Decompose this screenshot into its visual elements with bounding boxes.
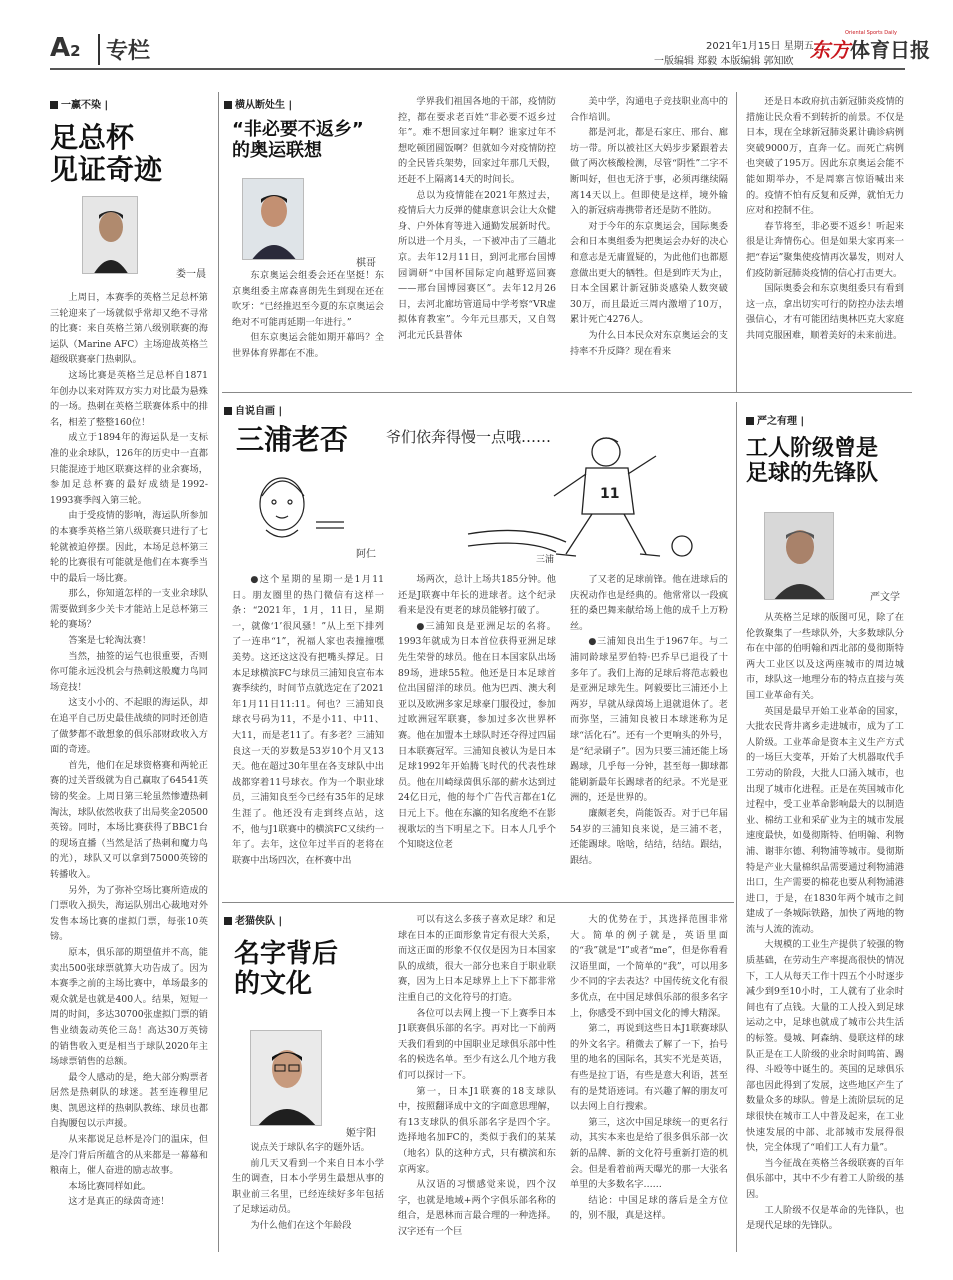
paragraph: 场两次，总计上场共185分钟。他还是J联赛中年长的进球者。这个纪录看来是没有更老的球员能够打破了。 xyxy=(398,574,556,617)
article-body-continued xyxy=(570,912,728,1252)
paragraph: ●这个星期的星期一是1月11日。朋友圈里的热门微信有这样一条：“2021年，1月，11日，星期一，就像‘1’很风骚！”从上至下排列了一连串“1”，祝福人家也表撞撞嘿美势。这还这这没有把嘴头撑足。日本足球横滨FC与球员三浦知良宣布本赛季续约，时间节点就选定在了2021年1月11日11:11。何也？三浦知良球衣号码为11，不是小11、中11、大11，而是老11了。有多老？三浦知良这一天的岁数是53岁10个月又13天。他在超过30年里在各支球队中出战都穿着11号球衣。作为一个职业球员，三浦知良至今已经有35年的足球生涯了。他还没有走到终点站，这不，他与J1联赛中的横滨FC又续约一年了。去年，这位年过半百的老将在联赛中出场四次，在杯赛中出 xyxy=(232,574,384,866)
paragraph: 本场比赛同样如此。 xyxy=(68,1180,152,1192)
article-title: 三浦老否 xyxy=(236,423,349,456)
article-body-continued xyxy=(398,94,556,386)
paragraph: 这才是真正的绿茵奇迹！ xyxy=(68,1196,170,1208)
paragraph: 可以有这么多孩子喜欢足球？和足球在日本的正面形象肯定有很大关系，而这正面的形象不仅仅是因为日本国家队的成绩，很大一部分也来自于职业联赛，因为上日本足球界上上下下都非常注重自己的文化符号的打造。 xyxy=(398,914,556,1003)
paragraph: 美中学，沟通电子竞技职业高中的合作培训。 xyxy=(570,96,728,123)
article-title: “非必要不返乡” 的奥运联想 xyxy=(232,119,364,161)
paragraph: 结论：中国足球的落后是全方位的，别不服，真是这样。 xyxy=(570,1194,728,1222)
paragraph: 了又老的足球前锋。他在进球后的庆祝动作也是经典的。他常常以一段疯狂的桑巴舞来献给场上他的成千上万粉丝。 xyxy=(570,574,728,632)
paragraph: ●三浦知良是亚洲足坛的名将。1993年就成为日本首位获得亚洲足球先生荣誉的球员。他在日本国家队出场89场，进球55粒。他还是日本足球首位出国留洋的球员。他为巴西、澳大利亚以及欧洲多家足球豪门服役过，参加过欧洲冠军联赛，参加过多次世界杯赛。他在加盟本土球队时还夺得过四届日本联赛冠军。三浦知良被认为是日本足球1992年开始腾飞时代的代表性球员。他在川崎绿茵俱乐部的薪水达到过24亿日元，他的每个广告代言都在1亿日元上下。他在东瀛的知名度绝不在影视歌坛的当下明星之下。日本人几乎个个知晓这位老 xyxy=(398,620,556,851)
author-name: 严文学 xyxy=(870,592,900,603)
paragraph: 总以为疫情能在2021年熬过去，疫情后大力反弹的健康意识会让大众健身、户外体育等进入通勤发展新时代。所以进一个月头，一下被冲击了三趟北京。去年12月11日，到河北邢台国博园调研“中国杯国际定向越野巡回赛——邢台国博园赛区”。去年12月26日，去河北廊坊管道局中学考察“VR虚拟体育教室”。今年元旦那天，又自驾河北元氏县普体 xyxy=(398,189,556,341)
paragraph: 说点关于球队名字的题外话。 xyxy=(250,1142,370,1153)
paragraph: 前几天又看到一个来自日本小学生的调查，日本小学男生最想从事的职业前三名里，已经连续好多年包括了足球运动员。 xyxy=(232,1157,384,1216)
cartoon-shirt-number: 11 xyxy=(600,486,620,502)
paragraph: ●三浦知良出生于1967年。与二浦同龄球星罗伯特·巴乔早已退役了十多年了。我们上海的足球后将范志毅也是亚洲足球先生。阿毅要比三浦还小上两岁，早就从绿茵场上退就退休了。老而弥坚，三浦知良被日本球迷称为足球“活化石”。还有一个更响头的外号，是“纪录刷子”。因为只要三浦还能上场踢球，几乎每一分钟，甚至每一脚球都能刷新最年长踢球者的纪录。不光是亚洲的，还是世界的。 xyxy=(570,636,728,804)
paragraph: 这支小小的、不起眼的海运队，却在追平自己历史最佳战绩的同时还创造了做梦都不敢想象的俱乐部财政收入方面的奇迹。 xyxy=(50,697,208,756)
paragraph: 还是日本政府抗击新冠肺炎疫情的措施让民众看不到转折的前景。不仅是日本，现在全球新冠肺炎累计确诊病例突破9000万，直奔一亿。而死亡病例也突破了195万。因此东京奥运会能不能如期举办，不是周寨言惊语喊出来的。疫情不怕有反复和反弹，就怕无力应对和控制不住。 xyxy=(746,96,904,217)
paragraph: 原本，俱乐部的期望值并不高，能卖出500张球票就算大功告成了。因为本赛季之前的主场比赛中，单场最多的观众就是也就是400人。结果，短短一周的时间，多达30700张虚拟门票的销售业绩轰动英伦三岛！高达30万英镑的销售收入更是相当于球队2020年主场球票销售的总额。 xyxy=(50,946,208,1068)
section-label: 自说自画 | xyxy=(224,402,282,417)
section-label: 一赢不染 | xyxy=(50,96,108,111)
article-body xyxy=(232,268,384,386)
paragraph: 工人阶级不仅是革命的先锋队，也是现代足球的先锋队。 xyxy=(746,1204,904,1232)
paragraph: 对于今年的东京奥运会，国际奥委会和日本奥组委为把奥运会办好的决心和意志是无庸置疑的，为此他们也都愿意做出更大的牺牲。但是到昨天为止，日本全国累计新冠肺炎感染人数突破30万，而且最近三周内激增了10万，累计死亡4276人。 xyxy=(570,220,728,326)
paragraph: 都是河北，都是石家庄、邢台、廊坊一带。所以被社区大妈步步紧跟着去做了两次核酸检测，尽管“阴性”二字不断叫好，但也无济于事，必须再继续隔离14天以上。但即使是这样，境外输入的新冠病毒携带者还是防不胜防。 xyxy=(570,127,728,217)
column-divider xyxy=(736,92,737,392)
column-name: 专栏 xyxy=(98,34,150,65)
section-divider xyxy=(222,392,912,393)
cartoon-signature: 三浦 xyxy=(536,555,555,564)
column-divider xyxy=(736,402,737,1252)
paragraph: 第三，这次中国足球统一的更名行动，其实本来也是给了很多俱乐部一次新的品牌、新的文化符号重新打造的机会。但是看着前两天曝光的那一大张名单里的大多数名字…… xyxy=(570,1116,728,1191)
author-name: 娄一晨 xyxy=(176,269,206,280)
article-title: 足总杯 见证奇迹 xyxy=(50,121,163,187)
column-divider xyxy=(218,92,219,1252)
paragraph: 从汉语的习惯感觉来说，四个汉字，也就是地域+两个字俱乐部名称的组合，是恩林而言最合理的一种选择。汉字还有一个巨 xyxy=(398,1179,556,1237)
article-title: 名字背后 的文化 xyxy=(234,939,339,999)
paragraph: 成立于1894年的海运队是一支标准的业余球队，126年的历史中一直都只能混迹于地区联赛这样的业余赛场，参加足总杯赛的最好成绩是1992-1993赛季闯入第三轮。 xyxy=(50,432,208,506)
article-body xyxy=(746,610,904,1252)
cartoon-caption: 爷们依奔得慢一点哦…… xyxy=(386,428,552,446)
article-body xyxy=(232,572,384,896)
paragraph: 廉颇老矣，尚能饭否。对于已年届54岁的三浦知良来说，是三浦不老，还能踢球。啥啥，结结，结结。跟结，跟结。 xyxy=(570,807,728,866)
paragraph: 大的优势在于，其选择范围非常大。简单的例子就是，英语里面的“我”就是“I”或者“me”，但是你看看汉语里面，一个简单的“我”，可以用多少不同的字去表达？中国传统文化有很多优点，在中国足球俱乐部的很多名字上，你感受不到中国文化的博大精深。 xyxy=(570,914,728,1019)
article-body-continued xyxy=(746,94,904,374)
paragraph: 另外，为了弥补空场比赛所造成的门票收入损失，海运队别出心裁地对外发售本场比赛的虚拟门票，每张10英镑。 xyxy=(50,884,208,943)
author-name: 棋哥 xyxy=(356,258,376,269)
paragraph: 但东京奥运会能如期开幕吗？全世界体育界都在不准。 xyxy=(232,332,384,359)
article-title: 工人阶级曾是 足球的先锋队 xyxy=(746,436,879,487)
paragraph: 为什么他们在这个年龄段 xyxy=(250,1219,352,1231)
logo-subtitle: Oriental Sports Daily xyxy=(845,30,897,36)
article-body-continued xyxy=(398,912,556,1252)
author-photo xyxy=(764,512,834,600)
article-body-continued xyxy=(570,94,728,386)
author-photo xyxy=(250,1030,322,1126)
paragraph: 那么，你知道怎样的一支业余球队需要做到多少关卡才能站上足总杯第三轮的赛场？ xyxy=(50,588,208,631)
header-rule xyxy=(50,68,905,70)
paragraph: 答案是七轮淘汰赛！ xyxy=(68,635,152,647)
paragraph: 英国是最早开始工业革命的国家，大批农民背井离乡走进城市，成为了工人阶级。工业革命是资本主义生产方式的一场巨大变革，开始了大机器取代手工劳动的阶段，大批人口涌入城市，也出现了城市化进程。正是在英国城市化过程中，受工业革命影响最大的以制造业、棉纺工业和采矿业为主的城市发展速度最快，如曼彻斯特、伯明翰、利物浦、谢菲尔德、利物浦等城市。曼彻斯特是产业大量棉织品需要通过利物浦港出口，生产需要的棉花也要从利物浦港进口，于是，在1830年两个城市之间建成了一条城际铁路，加快了两地的物流与人流的流动。 xyxy=(746,705,904,935)
paragraph: 春节将至，非必要不返乡！听起来很是让奔情伤心。但是如果大家再来一把“春运”聚集使疫情再次暴发，则对人们疫防新冠肺炎疫情的信心打击更大。 xyxy=(746,220,904,279)
editors-line: 一版编辑 郑毅 本版编辑 郭知欧 xyxy=(654,56,794,67)
article-body-continued xyxy=(570,572,728,896)
paragraph: 上周日，本赛季的英格兰足总杯第三轮迎来了一场就似乎常却又绝不寻常的比赛：来自英格兰第八级别联赛的海运队（Marine AFC）主场迎战英格兰超级联赛豪门热刺队。 xyxy=(50,292,208,366)
paragraph: 最令人感动的是，绝大部分购票者居然是热刺队的球迷。甚至连穆里尼奥、凯恩这样的热刺队教练、球员也都自掏腰包以示声援。 xyxy=(50,1071,208,1130)
author-photo xyxy=(242,178,304,260)
section-divider xyxy=(222,902,734,903)
paragraph: 从英格兰足球的版图可见，除了在伦敦聚集了一些球队外，大多数球队分布在中部的伯明翰和西北部的曼彻斯特两大工业区以及这两座城市的周边城市，球队这一地理分布的特点直接与英国工业革命有关。 xyxy=(746,612,904,701)
paragraph: 由于受疫情的影响，海运队所参加的本赛季英格兰第八级联赛只进行了七轮就被迫停摆。因此，本场足总杯第三轮的比赛很有可能就是他们在本赛季当中的最后一场比赛。 xyxy=(50,510,208,584)
paragraph: 学界我们祖国各地的干部，疫情防控，都在要求老百姓“非必要不返乡过年”。难不想回家过年啊？谁家过年不想吃顿团圆饭啊？但就如今对疫情防控的全民皆兵架势，回家过年那几天假，还赶不上隔离14天的时间长。 xyxy=(398,96,556,185)
paragraph: 为什么日本民众对东京奥运会的支持率不升反降？现在看来 xyxy=(570,329,728,357)
paragraph: 这场比赛是英格兰足总杯自1871年创办以来对阵双方实力对比最为悬殊的一场。热刺在英格兰联赛体系中的排名，相差了整整160位！ xyxy=(50,369,208,428)
paragraph: 当今征战在英格兰各级联赛的百年俱乐部中，其中不少有着工人阶级的基因。 xyxy=(746,1157,904,1200)
paragraph: 第二，再说到这些日本J1联赛球队的外文名字。稍微去了解了一下，抬号里的地名的国际名，其实不光是英语，有些是拉丁语，有些是意大利语，甚至有的是梵语迹词。有兴趣了解的朋友可以去网上自行搜索。 xyxy=(570,1023,728,1113)
paragraph: 第一，日本J1联赛的18支球队中，按照翻译成中文的字面意思理解，有13支球队的俱乐部名字是四个字。选择地名加FC的，类似于我们的某某（地名）队的这种方式，只有横滨和东京两家。 xyxy=(398,1085,556,1175)
paragraph: 各位可以去网上搜一下上赛季日本J1联赛俱乐部的名字。再对比一下前两天我们看到的中国职业足球俱乐部中性名的候选名单。至少有这么几个地方我们可以探讨一下。 xyxy=(398,1007,556,1081)
section-label: 老猫侠队 | xyxy=(224,912,282,927)
paragraph: 大规模的工业生产提供了较强的物质基础，在劳动生产率提高很快的情况下，工人从每天工作十四五个小时逐步减少到9至10小时，工人就有了业余时间也有了点钱。大量的工人投入到足球运动之中，足球也就成了城市公共生活的标签。曼城、阿森纳、曼联这样的球队正是在工人阶级的业余时间鸣笛、踢得、斗殴等中诞生的。英国的足球俱乐部也因此得到了发展，这些地区产生了数量众多的球队。曾是上流阶层玩的足球很快在城市工人中普及起来，在工业快速发展的中部、北部城市发展得很快，完全体现了“咱们工人有力量”。 xyxy=(746,939,904,1154)
section-label: 横从断处生 | xyxy=(224,96,292,111)
issue-date: 2021年1月15日 星期五 xyxy=(706,41,814,52)
paragraph: 当然，抽签的运气也很重要，否则你可能永远没机会与热刺这般魔力鸟同场竞技！ xyxy=(50,650,208,693)
article-body xyxy=(232,1140,384,1252)
author-name: 姬宇阳 xyxy=(346,1128,376,1139)
page-header xyxy=(0,0,953,80)
newspaper-logo: 东方体育日报 xyxy=(810,38,930,62)
article-body-continued xyxy=(398,572,556,896)
paragraph: 东京奥运会组委会还在坚挺！东京奥组委主席森喜朗先生到现在还在吹牙：“已经推迟至今夏的东京奥运会绝对不可能再延期一年进行。” xyxy=(232,270,384,328)
paragraph: 国际奥委会和东京奥组委只有看到这一点，拿出切实可行的防控办法去增强信心，才有可能团结奥林匹克大家庭共同克服困难，顺着美好的未来前进。 xyxy=(746,283,904,341)
author-name: 阿仁 xyxy=(356,549,376,560)
paragraph: 首先，他们在足球资格赛和两轮正赛的过关晋级就为自己赢取了64541英镑的奖金。上周日第三轮虽然惨遭热刺淘汰，球队依然收获了出局奖金20500英镑。同时，本场比赛获得了BBC1台的现场直播（当然是活了热刺和魔力鸟的光），球队又可以拿到75000英镑的转播收入。 xyxy=(50,759,208,880)
author-photo xyxy=(82,196,138,274)
section-label: 严之有理 | xyxy=(746,412,804,427)
page-number: A2 xyxy=(50,33,81,63)
cartoon-illustration xyxy=(236,404,726,564)
paragraph: 从来都说足总杯是冷门的温床，但是冷门背后所蕴含的从来都是一幕幕和粮南上，催人奋进的励志故事。 xyxy=(50,1134,208,1177)
article-body xyxy=(50,290,208,1250)
